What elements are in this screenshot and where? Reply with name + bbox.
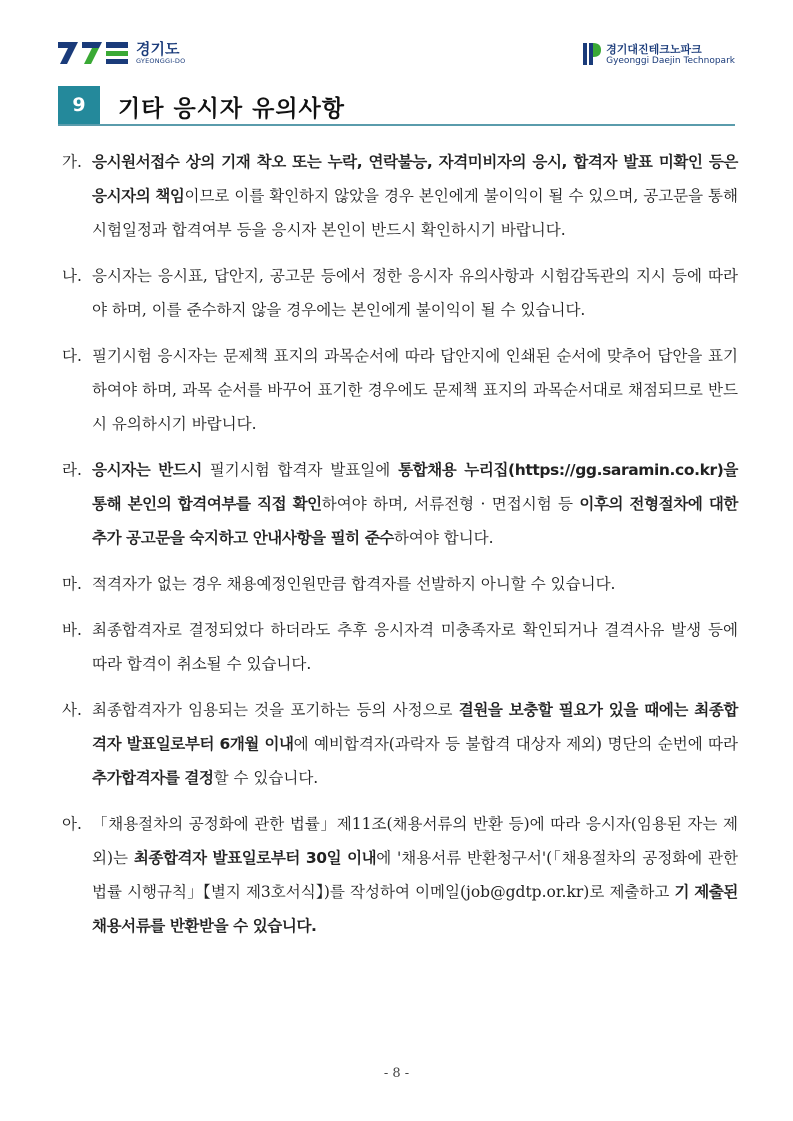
item-text-emphasis: 최종합격자 발표일로부터 30일 이내 xyxy=(133,849,377,867)
item-text: 최종합격자가 임용되는 것을 포기하는 등의 사정으로 xyxy=(92,701,459,719)
section-heading xyxy=(58,86,735,126)
item-marker: 사. xyxy=(62,701,82,719)
item-text: 필기시험 응시자는 문제책 표지의 과목순서에 따라 답안지에 인쇄된 순서에 맞추어 답안을 표기하여야 하며, 과목 순서를 바꾸어 표기한 경우에도 문제책 표지의 과목순서대로 채점되므로 반드시 유의하시기 바랍니다. xyxy=(92,347,738,433)
gyeonggi-logo-name: 경기도 xyxy=(136,39,180,58)
item-text-emphasis: 응시자는 반드시 xyxy=(92,461,202,479)
item-text-emphasis: 이후의 전형절차에 대한 추가 공고문을 숙지하고 안내사항을 필히 준수 xyxy=(92,495,738,547)
section-number: 9 xyxy=(58,86,100,124)
gdtp-logo-sub: Gyeonggi Daejin Technopark xyxy=(606,55,735,66)
item-text-emphasis: 결원을 보충할 필요가 있을 때에는 최종합격자 발표일로부터 6개월 이내 xyxy=(92,701,738,753)
item-marker: 다. xyxy=(62,347,82,365)
gyeonggi-logo-sub: GYEONGGI-DO xyxy=(136,56,186,65)
item-text-emphasis: 응시원서접수 상의 기재 착오 또는 누락, 연락불능, 자격미비자의 응시, 합격자 발표 미확인 등은 응시자의 책임 xyxy=(92,153,738,205)
item-text-emphasis: 기 제출된 채용서류를 반환받을 수 있습니다. xyxy=(92,883,738,935)
item-text: 응시자는 응시표, 답안지, 공고문 등에서 정한 응시자 유의사항과 시험감독관의 지시 등에 따라야 하며, 이를 준수하지 않을 경우에는 본인에게 불이익이 될 수 있습니다. xyxy=(92,267,738,319)
item-marker: 아. xyxy=(62,815,82,833)
item-text: 이므로 이를 확인하지 않았을 경우 본인에게 불이익이 될 수 있으며, 공고문을 통해 시험일정과 합격여부 등을 응시자 본인이 반드시 확인하시기 바랍니다. xyxy=(92,187,738,239)
list-item xyxy=(62,613,738,681)
list-item xyxy=(62,339,738,441)
item-text: 적격자가 없는 경우 채용예정인원만큼 합격자를 선발하지 아니할 수 있습니다. xyxy=(92,575,616,593)
item-text: 「채용절차의 공정화에 관한 법률」제11조(채용서류의 반환 등)에 따라 응시자(임용된 자는 제외)는 xyxy=(92,815,738,867)
page-number: - 8 - xyxy=(383,1066,410,1081)
item-text: 할 수 있습니다. xyxy=(213,769,319,787)
item-marker: 마. xyxy=(62,575,82,593)
list-item xyxy=(62,453,738,555)
notice-list xyxy=(62,145,738,955)
item-text-emphasis: 추가합격자를 결정 xyxy=(92,769,214,787)
list-item xyxy=(62,145,738,247)
item-marker: 가. xyxy=(62,153,82,171)
item-marker: 나. xyxy=(62,267,82,285)
item-marker: 라. xyxy=(62,461,82,479)
list-item xyxy=(62,693,738,795)
item-text: 에 예비합격자(과락자 등 불합격 대상자 제외) 명단의 순번에 따라 xyxy=(293,735,738,753)
section-title: 기타 응시자 유의사항 xyxy=(118,96,345,122)
item-text: 최종합격자로 결정되었다 하더라도 추후 응시자격 미충족자로 확인되거나 결격사유 발생 등에 따라 합격이 취소될 수 있습니다. xyxy=(92,621,738,673)
gdtp-emblem-icon xyxy=(583,41,601,67)
item-text: 하여야 합니다. xyxy=(393,529,494,547)
gdtp-logo xyxy=(583,41,735,67)
item-text: 하여야 하며, 서류전형 · 면접시험 등 xyxy=(321,495,580,513)
list-item xyxy=(62,807,738,943)
gyeonggi-logo xyxy=(58,40,185,66)
list-item xyxy=(62,567,738,601)
item-text-emphasis: 통합채용 누리집(https://gg.saramin.co.kr)을 통해 본인의 합격여부를 직접 확인 xyxy=(92,461,738,513)
page-header xyxy=(58,40,735,72)
item-text: 에 '채용서류 반환청구서'(「채용절차의 공정화에 관한 법률 시행규칙」【별지 제3호서식】)를 작성하여 이메일(job@gdtp.or.kr)로 제출하고 xyxy=(92,849,738,901)
list-item xyxy=(62,259,738,327)
gdtp-logo-name: 경기대진테크노파크 xyxy=(606,42,702,56)
item-marker: 바. xyxy=(62,621,82,639)
gyeonggi-emblem-icon xyxy=(58,40,130,66)
item-text: 필기시험 합격자 발표일에 xyxy=(201,461,399,479)
